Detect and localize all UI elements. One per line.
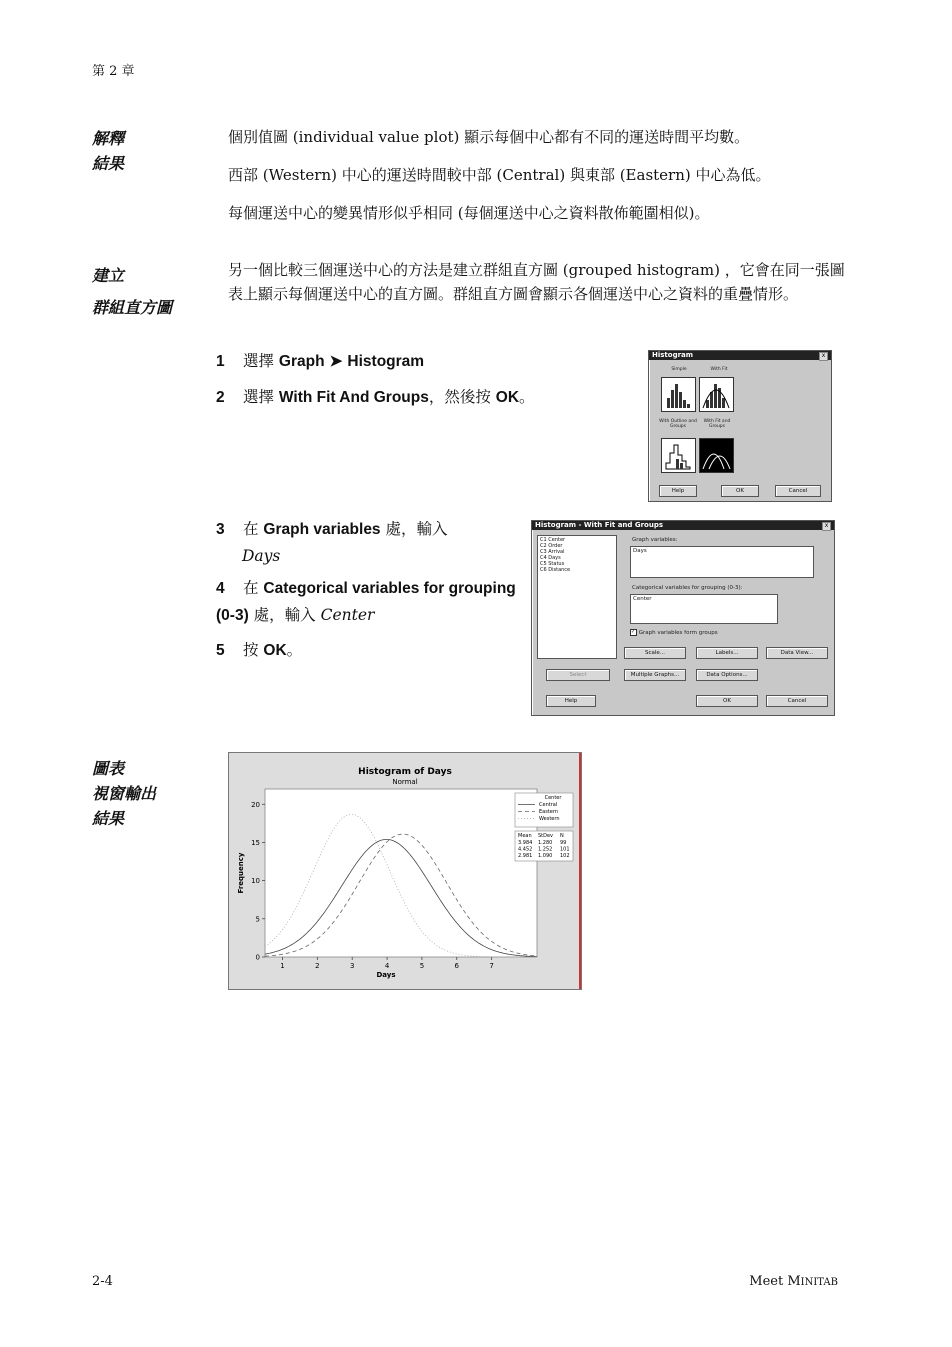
y-tick-label: 15 xyxy=(251,838,260,847)
option-label: With Outline and Groups xyxy=(659,419,697,429)
histogram-icon xyxy=(662,378,695,411)
stats-cell: 4.452 xyxy=(518,846,533,853)
side-label-interpret xyxy=(92,126,124,176)
x-tick-label: 7 xyxy=(489,962,494,970)
histogram-dialog xyxy=(648,350,832,502)
step-text: 在 xyxy=(242,520,259,538)
stats-header: N xyxy=(560,833,564,839)
option-with-fit-thumb[interactable] xyxy=(699,377,734,412)
y-tick-label: 10 xyxy=(251,877,260,886)
graph-variables-input[interactable] xyxy=(630,546,814,578)
chart-svg xyxy=(229,753,581,989)
x-tick-label: 1 xyxy=(280,962,285,970)
menu-graph: Graph xyxy=(278,353,325,370)
histogram-chart xyxy=(228,752,582,990)
legend-entry: Eastern xyxy=(539,809,559,815)
book-title xyxy=(749,1274,838,1289)
step-number: 2 xyxy=(216,389,225,406)
multiple-graphs-button[interactable]: Multiple Graphs... xyxy=(624,669,686,681)
legend xyxy=(515,793,573,861)
categorical-variables-input[interactable] xyxy=(630,594,778,624)
ok-button[interactable]: OK xyxy=(721,485,759,497)
side-label-line: 圖表 xyxy=(92,759,125,778)
y-tick-label: 5 xyxy=(255,915,260,924)
step-text: ，然後按 xyxy=(428,388,491,406)
x-tick-label: 2 xyxy=(315,962,320,970)
arrow-icon: ➤ xyxy=(329,353,343,370)
select-button[interactable]: Select xyxy=(546,669,610,681)
step-text: 。 xyxy=(519,388,535,406)
step-number: 1 xyxy=(216,353,225,370)
stats-cell: 2.981 xyxy=(518,853,533,859)
close-icon[interactable]: x xyxy=(819,352,828,361)
side-label-line: 解釋 xyxy=(92,129,125,148)
help-button[interactable]: Help xyxy=(659,485,697,497)
side-label-line: 結果 xyxy=(92,809,125,828)
ok-button[interactable]: OK xyxy=(696,695,758,707)
list-item[interactable]: C6 Distance xyxy=(540,567,571,573)
step-text: 選擇 xyxy=(242,352,274,370)
book-title-main: Meet M xyxy=(749,1274,801,1289)
side-label-line: 結果 xyxy=(92,154,125,173)
option-label: Simple xyxy=(671,367,687,372)
categorical-variables-value: Center xyxy=(633,596,652,602)
chart-subtitle: Normal xyxy=(392,778,418,786)
column-list[interactable] xyxy=(537,535,617,659)
field-graph-variables: Graph variables xyxy=(263,521,381,538)
histogram-fit-groups-dialog xyxy=(531,520,835,716)
stats-cell: 1.090 xyxy=(538,853,553,859)
list-item[interactable]: C3 Arrival xyxy=(540,549,565,555)
legend-entry: Western xyxy=(539,816,560,822)
window-edge xyxy=(579,753,581,989)
step-1 xyxy=(216,348,616,375)
option-label: With Fit xyxy=(710,367,728,372)
step-number: 4 xyxy=(216,580,225,597)
book-title-smallcaps: INITAB xyxy=(800,1277,838,1288)
chapter-label: 第 2 章 xyxy=(92,64,135,79)
list-item[interactable]: C1 Center xyxy=(540,537,566,543)
histogram-fit-icon xyxy=(700,378,733,411)
paragraph: 個別值圖 (individual value plot) 顯示每個中心都有不同的運送時間平均數。 xyxy=(228,128,750,146)
field-categorical-variables: Categorical variables for grouping (0-3) xyxy=(216,580,516,624)
menu-histogram: Histogram xyxy=(347,353,425,370)
paragraph: 西部 (Western) 中心的運送時間較中部 (Central) 與東部 (Eastern) 中心為低。 xyxy=(228,166,771,184)
ok-keyword: OK xyxy=(263,642,287,659)
step-4 xyxy=(216,575,516,629)
step-text: 處，輸入 xyxy=(385,520,448,538)
step-number: 3 xyxy=(216,521,225,538)
step-text: 在 xyxy=(242,579,259,597)
option-label: With Fit and Groups xyxy=(703,419,731,429)
plot-area xyxy=(265,789,537,957)
x-axis-label: Days xyxy=(376,971,396,979)
cancel-button[interactable]: Cancel xyxy=(766,695,828,707)
legend-title: Center xyxy=(544,795,562,801)
categorical-variables-label: Categorical variables for grouping (0-3): xyxy=(632,585,743,591)
step-text: 選擇 xyxy=(242,388,274,406)
legend-entry: Central xyxy=(539,802,558,808)
paragraph: 另一個比較三個運送中心的方法是建立群組直方圖 (grouped histogram) ，它會在同一張圖表上顯示每個運送中心的直方圖。群組直方圖會顯示各個運送中心之資料的重疊情形。 xyxy=(228,261,845,303)
page-number: 2-4 xyxy=(92,1274,113,1289)
data-options-button[interactable]: Data Options... xyxy=(696,669,758,681)
step-number: 5 xyxy=(216,642,225,659)
input-value: Center xyxy=(320,606,375,624)
labels-button[interactable]: Labels... xyxy=(696,647,758,659)
ok-keyword: OK xyxy=(495,389,520,406)
step-5 xyxy=(216,637,516,664)
data-view-button[interactable]: Data View... xyxy=(766,647,828,659)
stats-cell: 101 xyxy=(560,846,570,853)
input-value: Days xyxy=(242,547,281,565)
checkbox-checked-icon[interactable]: ✓ xyxy=(631,629,636,635)
list-item[interactable]: C2 Order xyxy=(540,543,563,549)
x-tick-label: 3 xyxy=(349,962,355,970)
side-label-create xyxy=(92,260,172,324)
histogram-fit-groups-icon xyxy=(700,439,733,472)
stats-cell: 1.280 xyxy=(538,840,553,846)
side-label-graph-output xyxy=(92,756,156,831)
graph-variables-form-groups-checkbox[interactable] xyxy=(630,629,718,636)
chart-title: Histogram of Days xyxy=(358,767,452,777)
stats-header: StDev xyxy=(538,833,554,839)
checkbox-label: Graph variables form groups xyxy=(638,630,718,636)
step-text: 按 xyxy=(242,641,259,659)
histogram-outline-icon xyxy=(662,439,695,472)
y-tick-label: 20 xyxy=(251,800,260,809)
y-axis-label: Frequency xyxy=(237,852,245,894)
stats-cell: 102 xyxy=(560,853,570,859)
step-2 xyxy=(216,384,616,411)
x-tick-label: 4 xyxy=(384,962,390,970)
scale-button[interactable]: Scale... xyxy=(624,647,686,659)
close-icon[interactable]: x xyxy=(822,522,831,531)
y-tick-label: 0 xyxy=(255,953,260,962)
option-outline-groups-thumb[interactable] xyxy=(661,438,696,473)
dialog-title: Histogram xyxy=(649,351,831,360)
graph-variables-label: Graph variables: xyxy=(632,537,678,543)
stats-cell: 99 xyxy=(560,840,567,846)
option-fit-groups-thumb[interactable] xyxy=(699,438,734,473)
list-item[interactable]: C5 Status xyxy=(540,561,565,567)
step-text: 處，輸入 xyxy=(253,606,316,624)
cancel-button[interactable]: Cancel xyxy=(775,485,821,497)
step-3 xyxy=(216,516,516,569)
stats-cell: 1.252 xyxy=(538,846,553,853)
side-label-line: 視窗輸出 xyxy=(92,784,157,803)
list-item[interactable]: C4 Days xyxy=(540,555,561,561)
step-text: 。 xyxy=(286,641,303,659)
graph-variables-value: Days xyxy=(633,548,647,554)
side-label-line: 群組直方圖 xyxy=(92,298,173,317)
paragraph: 每個運送中心的變異情形似乎相同 (每個運送中心之資料散佈範圍相似)。 xyxy=(228,204,710,222)
option-with-fit-groups: With Fit And Groups xyxy=(278,389,429,406)
dialog-title: Histogram - With Fit and Groups xyxy=(532,521,834,530)
x-tick-label: 5 xyxy=(419,962,425,970)
stats-header: Mean xyxy=(518,833,532,839)
help-button[interactable]: Help xyxy=(546,695,596,707)
stats-cell: 3.984 xyxy=(518,840,533,846)
side-label-line: 建立 xyxy=(92,266,125,285)
x-tick-label: 6 xyxy=(454,962,460,970)
option-simple-thumb[interactable] xyxy=(661,377,696,412)
